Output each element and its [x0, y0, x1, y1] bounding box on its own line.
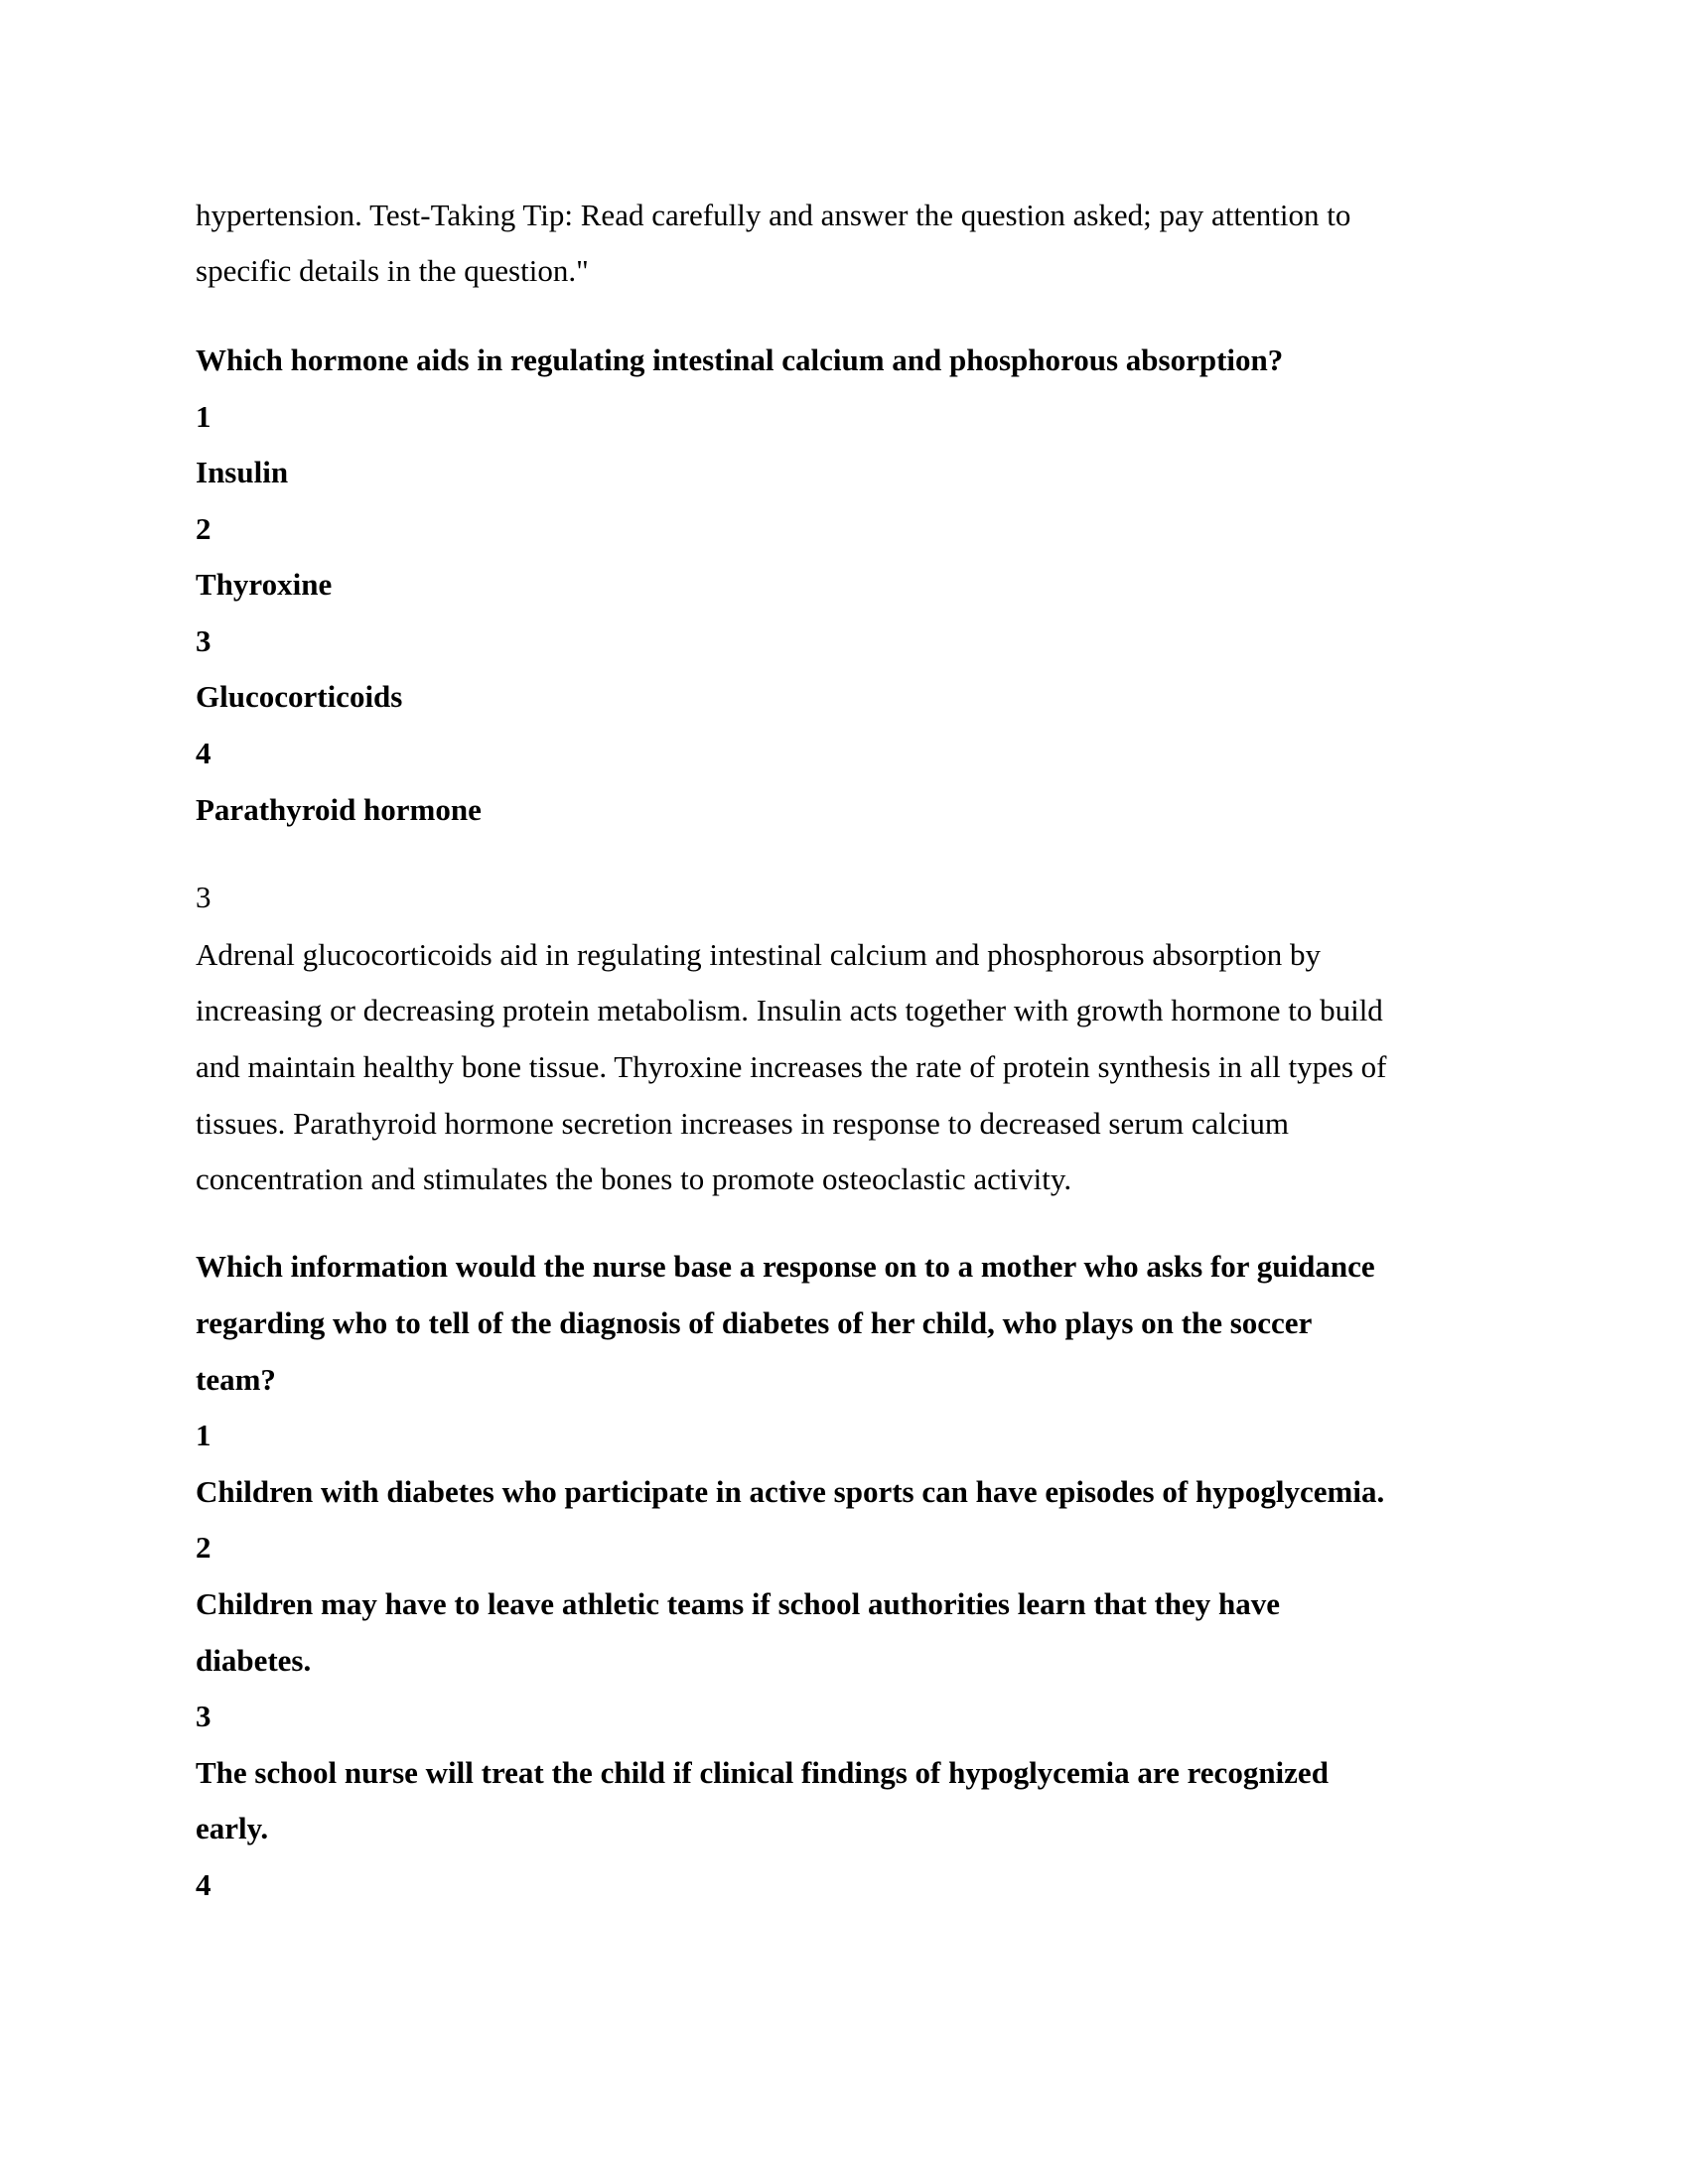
q1-rationale-line: increasing or decreasing protein metabolism. Insulin acts together with growth hormone to build [196, 993, 1383, 1027]
q2-option-text: Children may have to leave athletic teams if school authorities learn that they have [196, 1586, 1281, 1621]
q1-option-number: 3 [196, 623, 211, 658]
q2-option-number: 4 [196, 1867, 211, 1902]
q1-option-number: 2 [196, 511, 211, 546]
question2-stem-line: regarding who to tell of the diagnosis of diabetes of her child, who plays on the soccer [196, 1305, 1313, 1340]
q1-rationale-line: concentration and stimulates the bones to promote osteoclastic activity. [196, 1161, 1072, 1196]
q1-option-number: 1 [196, 399, 211, 434]
intro-line: specific details in the question." [196, 253, 589, 288]
q1-option-number: 4 [196, 736, 211, 770]
question2-stem-line: team? [196, 1362, 276, 1397]
q2-option-number: 3 [196, 1699, 211, 1733]
q1-option-text: Glucocorticoids [196, 679, 403, 714]
q2-option-number: 2 [196, 1530, 211, 1565]
q1-answer: 3 [196, 880, 211, 914]
question1-stem: Which hormone aids in regulating intestinal calcium and phosphorous absorption? [196, 342, 1284, 377]
q1-option-text: Insulin [196, 455, 289, 489]
q2-option-text: diabetes. [196, 1643, 312, 1678]
q1-option-text: Parathyroid hormone [196, 792, 482, 827]
q2-option-text: Children with diabetes who participate in active sports can have episodes of hypoglycemia. [196, 1474, 1385, 1509]
intro-line: hypertension. Test-Taking Tip: Read carefully and answer the question asked; pay attention to [196, 198, 1351, 232]
q1-rationale-line: Adrenal glucocorticoids aid in regulating intestinal calcium and phosphorous absorption by [196, 937, 1321, 972]
q2-option-number: 1 [196, 1418, 211, 1452]
q1-rationale-line: tissues. Parathyroid hormone secretion increases in response to decreased serum calcium [196, 1106, 1289, 1141]
question2-stem-line: Which information would the nurse base a response on to a mother who asks for guidance [196, 1249, 1375, 1284]
q2-option-text: early. [196, 1811, 269, 1845]
q1-rationale-line: and maintain healthy bone tissue. Thyroxine increases the rate of protein synthesis in all types of [196, 1049, 1387, 1084]
q2-option-text: The school nurse will treat the child if clinical findings of hypoglycemia are recognized [196, 1755, 1329, 1790]
q1-option-text: Thyroxine [196, 567, 333, 602]
